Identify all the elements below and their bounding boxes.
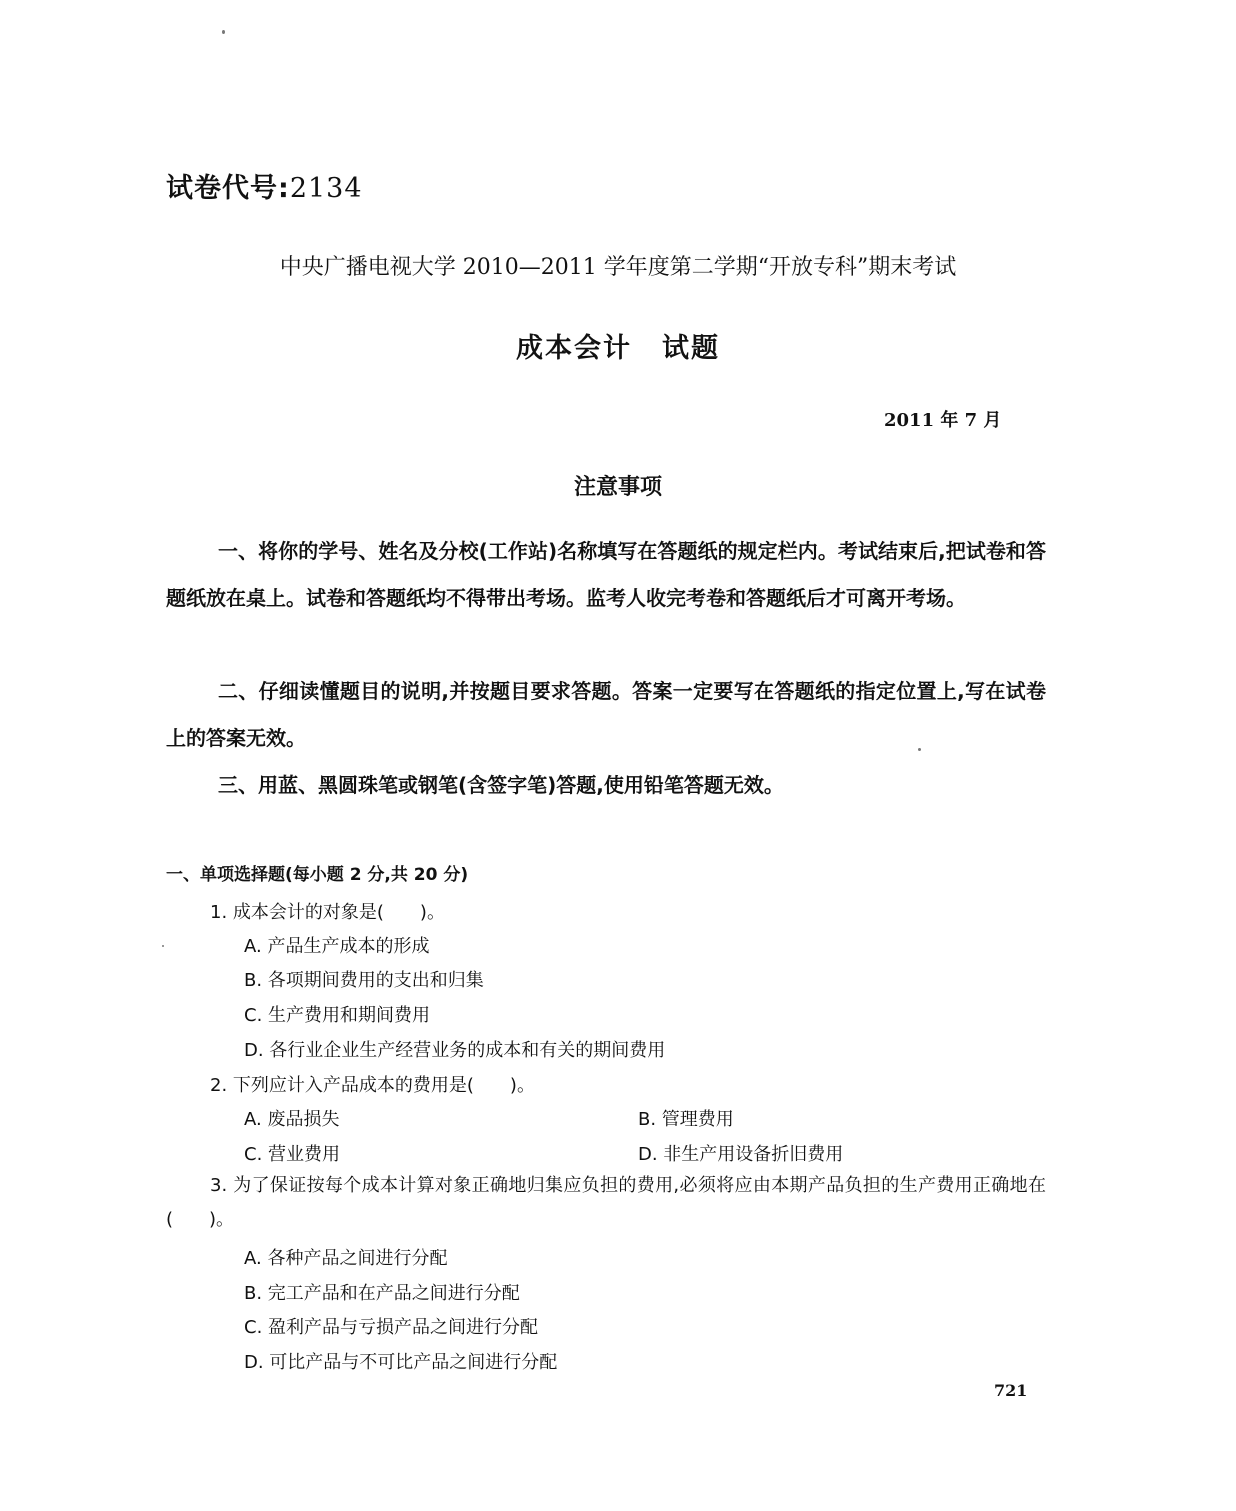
question-stem: 2. 下列应计入产品成本的费用是( )。 — [210, 1075, 535, 1096]
question-option: B. 管理费用 — [638, 1109, 734, 1130]
question-option: B. 各项期间费用的支出和归集 — [244, 970, 484, 991]
question-option: D. 非生产用设备折旧费用 — [638, 1144, 844, 1165]
question-option: C. 盈利产品与亏损产品之间进行分配 — [244, 1317, 539, 1338]
paper-code-label: 试卷代号: — [166, 173, 290, 204]
question-option: C. 生产费用和期间费用 — [244, 1005, 431, 1026]
question-stem: 3. 为了保证按每个成本计算对象正确地归集应负担的费用,必须将应由本期产品负担的生产费用正确地在( )。 — [166, 1175, 1046, 1230]
subject-name: 成本会计 — [516, 333, 632, 364]
notice-title: 注意事项 — [573, 475, 662, 500]
question-option: A. 各种产品之间进行分配 — [244, 1248, 448, 1269]
notice-item: 一、将你的学号、姓名及分校(工作站)名称填写在答题纸的规定栏内。考试结束后,把试卷和答题纸放在桌上。试卷和答题纸均不得带出考场。监考人收完考卷和答题纸后才可离开考场。 — [166, 539, 1046, 610]
paper-code — [166, 166, 363, 205]
question-option: D. 各行业企业生产经营业务的成本和有关的期间费用 — [244, 1040, 666, 1061]
scan-speck — [222, 30, 225, 34]
question-option: A. 废品损失 — [244, 1109, 340, 1130]
exam-date: 2011 年 7 月 — [884, 410, 1002, 431]
section-title: 一、单项选择题(每小题 2 分,共 20 分) — [166, 865, 469, 885]
question-stem: 1. 成本会计的对象是( )。 — [210, 902, 445, 923]
page-number: 721 — [994, 1381, 1028, 1400]
exam-title: 中央广播电视大学 2010—2011 学年度第二学期“开放专科”期末考试 — [279, 255, 957, 280]
question-option: D. 可比产品与不可比产品之间进行分配 — [244, 1352, 558, 1373]
question-option: C. 营业费用 — [244, 1144, 341, 1165]
notice-item: 二、仔细读懂题目的说明,并按题目要求答题。答案一定要写在答题纸的指定位置上,写在试卷上的答案无效。 — [166, 679, 1046, 750]
subject-title — [0, 326, 1236, 365]
notice-item: 三、用蓝、黑圆珠笔或钢笔(含签字笔)答题,使用铅笔答题无效。 — [218, 773, 784, 797]
subject-suffix: 试题 — [662, 333, 720, 364]
question-option: B. 完工产品和在产品之间进行分配 — [244, 1283, 520, 1304]
question-option: A. 产品生产成本的形成 — [244, 936, 430, 957]
scan-speck — [162, 945, 164, 947]
paper-code-number: 2134 — [289, 173, 363, 204]
